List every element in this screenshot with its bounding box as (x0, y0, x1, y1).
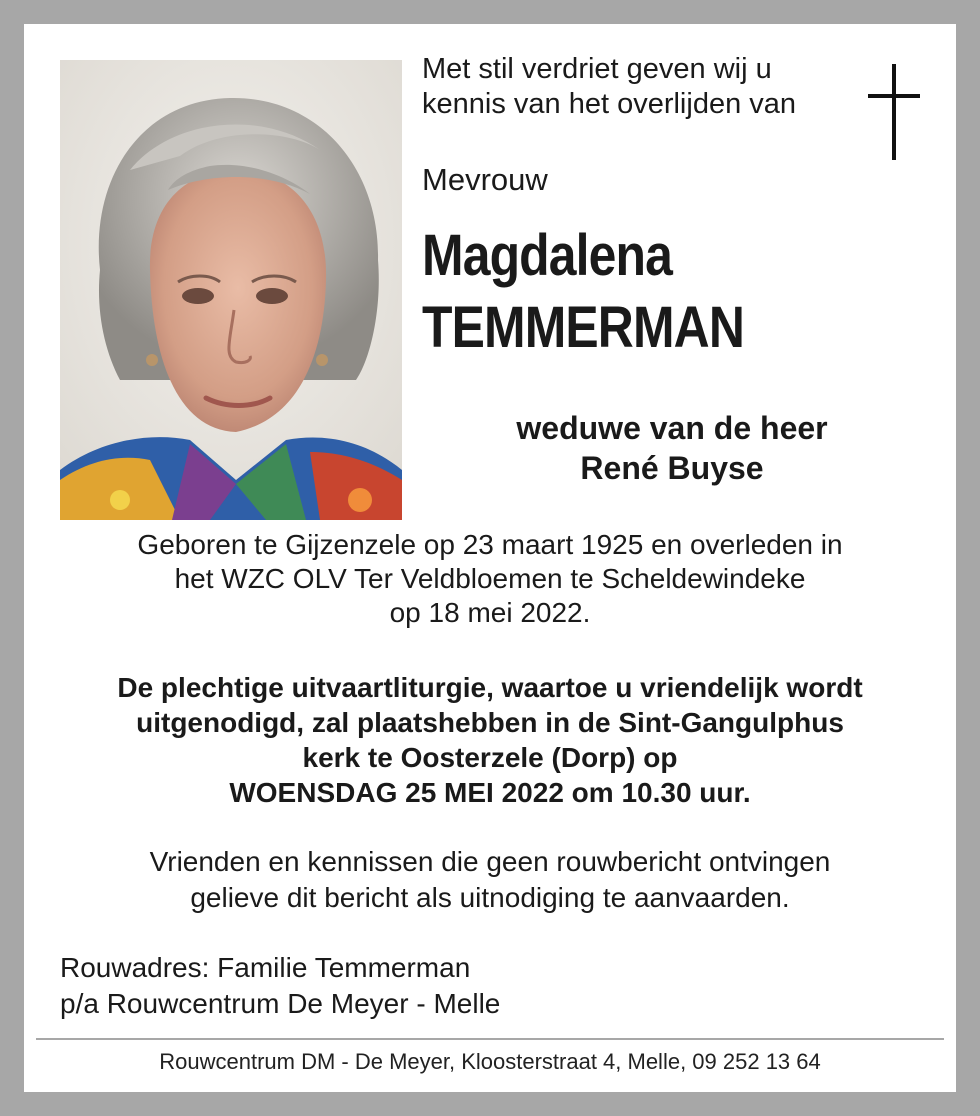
funeral-announcement (48, 670, 932, 810)
funeral-line: De plechtige uitvaartliturgie, waartoe u vriendelijk wordt (117, 672, 863, 703)
spouse-name: René Buyse (580, 450, 764, 486)
last-name: TEMMERMAN (422, 295, 744, 360)
divider (36, 1038, 944, 1040)
funeral-line: kerk te Oosterzele (Dorp) op (302, 742, 678, 773)
details-line: op 18 mei 2022. (389, 597, 591, 628)
intro-text (422, 52, 842, 122)
friends-note (48, 844, 932, 916)
honorific: Mevrouw (422, 162, 548, 197)
friends-line: Vrienden en kennissen die geen rouwbericht ontvingen (149, 846, 831, 877)
details-line: Geboren te Gijzenzele op 23 maart 1925 en overleden in (137, 529, 843, 560)
birth-death-details (48, 528, 932, 630)
intro-line: Met stil verdriet geven wij u (422, 53, 772, 85)
friends-line: gelieve dit bericht als uitnodiging te aanvaarden. (190, 882, 790, 913)
cross-icon (864, 64, 924, 160)
deceased-name (422, 220, 744, 364)
address-line: p/a Rouwcentrum De Meyer - Melle (60, 988, 501, 1019)
funeral-date: WOENSDAG 25 MEI 2022 om 10.30 uur. (229, 777, 751, 808)
footer-contact: Rouwcentrum DM - De Meyer, Kloosterstraat 4, Melle, 09 252 13 64 (159, 1049, 821, 1074)
address-line: Rouwadres: Familie Temmerman (60, 952, 471, 983)
first-name: Magdalena (422, 223, 673, 288)
widow-line: weduwe van de heer (516, 410, 828, 446)
portrait-photo (60, 60, 402, 520)
widow-of (422, 408, 922, 488)
intro-line: kennis van het overlijden van (422, 88, 797, 120)
mourning-address (60, 950, 500, 1022)
funeral-line: uitgenodigd, zal plaatshebben in de Sint-Gangulphus (136, 707, 844, 738)
details-line: het WZC OLV Ter Veldbloemen te Scheldewindeke (174, 563, 806, 594)
